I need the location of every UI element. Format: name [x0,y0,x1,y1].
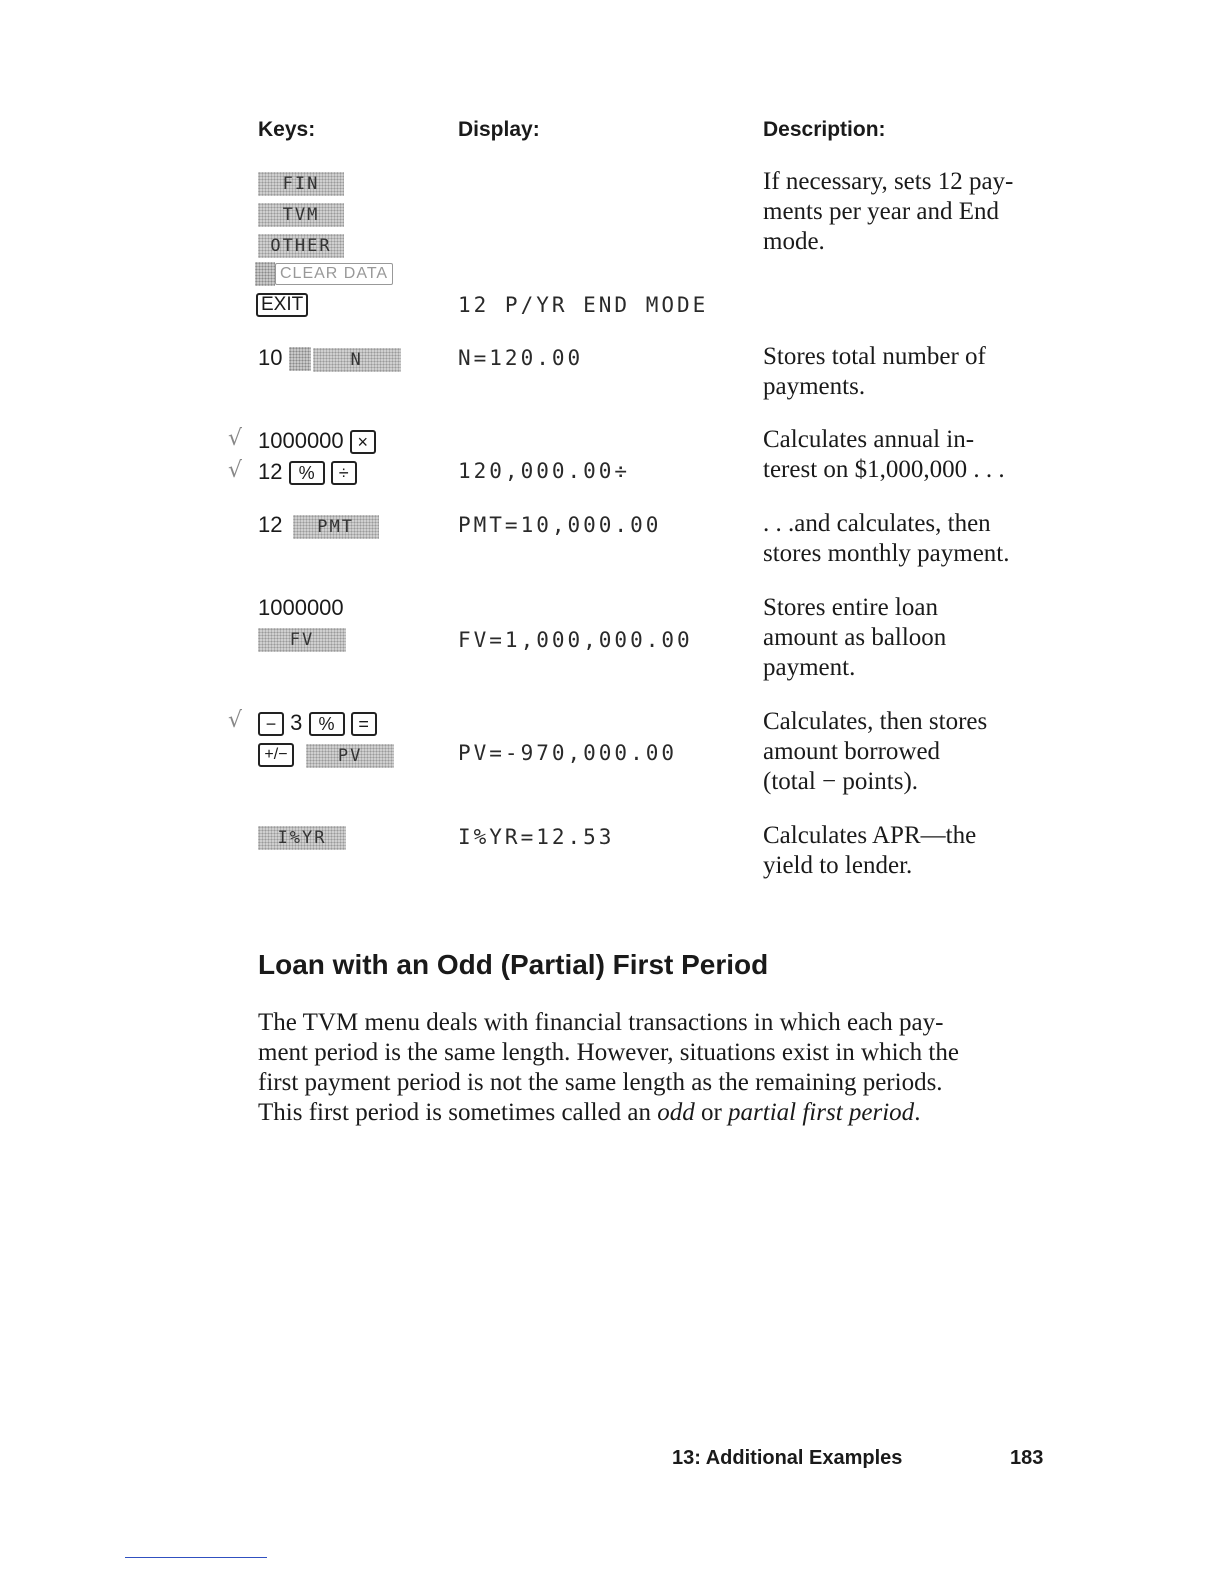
display-r3: 120,000.00÷ [458,459,631,483]
display-header: Display: [458,118,540,141]
fin-key[interactable]: FIN [258,172,344,196]
pmt-key[interactable]: PMT [293,515,379,539]
keys-r3-1: 1000000 × [258,428,376,454]
keys-r2: 10 N [258,345,401,372]
clear-data-key[interactable]: CLEAR DATA [255,262,393,286]
keys-r5: 1000000 [258,595,344,620]
iyr-key[interactable]: I%YR [258,826,346,850]
keys-header: Keys: [258,118,316,141]
desc-r7-1: Calculates APR—the [763,822,977,849]
desc-r4-2: stores monthly payment. [763,540,1010,567]
desc-r1-3: mode. [763,228,825,255]
para-line-3: first payment period is not the same length as the remaining periods. [258,1069,943,1096]
desc-r3-1: Calculates annual in- [763,426,975,453]
keys-r4: 12 PMT [258,512,379,539]
desc-r6-3: (total − points). [763,768,919,795]
keys-r6-2 [258,741,394,768]
n-key[interactable]: N [313,348,401,372]
desc-r6-1: Calculates, then stores [763,708,988,735]
minus-key[interactable]: − [258,712,284,736]
para-line-4: This first period is sometimes called an odd or partial first period. [258,1099,921,1126]
section-heading: Loan with an Odd (Partial) First Period [258,949,769,980]
check-icon: √ [228,426,243,451]
exit-key[interactable]: EXIT [256,293,308,317]
display-r5: FV=1,000,000.00 [458,628,693,652]
tvm-key[interactable]: TVM [258,203,344,227]
change-sign-key[interactable]: +/− [258,743,294,767]
display-r6: PV=-970,000.00 [458,741,678,765]
multiply-key[interactable]: × [350,430,376,454]
check-icon: √ [228,458,243,483]
pv-key[interactable]: PV [306,744,394,768]
desc-r5-3: payment. [763,654,856,681]
desc-r2-1: Stores total number of [763,343,986,370]
shift-key [255,262,275,286]
page-number: 183 [1010,1447,1044,1469]
keys-r3-2: 12 % ÷ [258,459,357,485]
divide-key[interactable]: ÷ [331,461,357,485]
desc-r4-1: . . .and calculates, then [763,510,991,537]
fv-key[interactable]: FV [258,628,346,652]
desc-r5-1: Stores entire loan [763,594,938,621]
equals-key[interactable]: = [351,712,377,736]
display-r7: I%YR=12.53 [458,825,615,849]
footer-chapter: 13: Additional Examples [672,1447,903,1469]
keys-r6-1: − 3 % = [258,710,377,736]
desc-r7-2: yield to lender. [763,852,913,879]
percent-key[interactable]: % [289,461,325,485]
para-line-1: The TVM menu deals with financial transactions in which each pay- [258,1009,944,1036]
para-line-2: ment period is the same length. However, situations exist in which the [258,1039,959,1066]
check-icon: √ [228,708,243,733]
desc-r5-2: amount as balloon [763,624,947,651]
desc-r1-2: ments per year and End [763,198,1000,225]
description-header: Description: [763,118,886,141]
other-key[interactable]: OTHER [258,234,344,258]
display-r1: 12 P/YR END MODE [458,293,709,317]
display-r4: PMT=10,000.00 [458,513,662,537]
desc-r2-2: payments. [763,373,866,400]
percent-key[interactable]: % [309,712,345,736]
desc-r6-2: amount borrowed [763,738,941,765]
desc-r3-2: terest on $1,000,000 . . . [763,456,1005,483]
bottom-rule [125,1557,267,1558]
shift-key [289,347,311,371]
display-r2: N=120.00 [458,346,584,370]
desc-r1-1: If necessary, sets 12 pay- [763,168,1014,195]
